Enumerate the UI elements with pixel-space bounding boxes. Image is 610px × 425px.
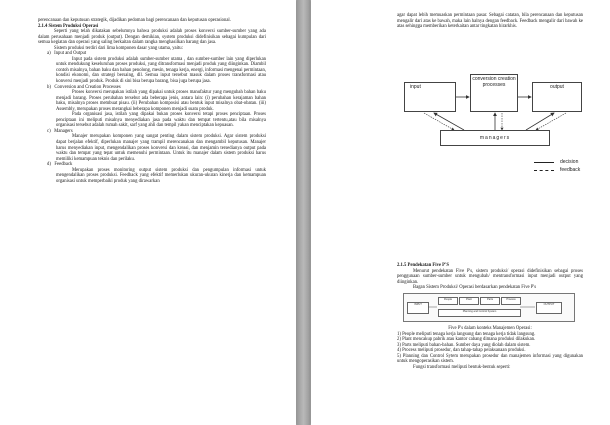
paragraph: Fungsi transformasi meliputi bentuk-bentuk seperti: — [413, 364, 511, 370]
feedback-legend-line — [534, 170, 554, 171]
decision-legend-label: decision — [560, 159, 579, 165]
paragraph: Manajer merupakan komponen yang sangat penting dalam sistem produksi. Agar sistem produksi dapat berjalan efektif, diperlukan manajer yang trampil merencanakan dan mengambil keputusan. Manajer harus menyediakan input, mengendalikan proses konversi dan kreasi, dan menjamin tersedianya output pada waktu dan tempat yang tepat untuk memenuhi permintaan. Untuk itu manajer dalam sistem produksi harus memiliki kemampuan teknis dan perilaku. — [56, 134, 266, 162]
paragraph: Pada organisasi jasa, istilah yang dipakai bukan proses konversi tetapi proses penciptaan. Proses penciptaan ini meliputi misalnya menyediakan jasa pada waktu dan tempat tertentu,atau bila misalnya organisasi tersebut adalah rumah sakit, sarf yang ahli dan tempil yakan menciptakan kepuasan. — [56, 112, 266, 129]
paragraph: agar dapat lebih memuaskan permintaan pasar. Sebagai catatan, bila perencanaan dan keputusan mengalir dari atas ke bawah, maka lain halnya dengan feedback. Feedback mengalir dari bawah ke atas sehingga memberikan keterkaitan antar tingkatan hirarkhis. — [397, 13, 583, 30]
list-item: 5) Planning dan Control Sytem merupakan prosedur dan manajemen informasi yang digunakan untuk mengoperasikan sistem. — [397, 353, 583, 365]
paragraph: Menurut pendekatan Five P's, sistem produksi/ operasi didefinisikan sebagai proses penggunaan sumber-sumber untuk mengubah/ mentransformasi input menjadi output yang diinginkan. — [397, 268, 583, 285]
fivep-planning-box: Planning and Control System — [438, 309, 521, 317]
paragraph: Proses konversi merupakan istilah yang dipakai untuk proses manufaktur yang mengubah bahan baku menjadi barang. Proses perubahan tersebut ada beberapa jenis, antara lain: (i) perubahan kerajaman bahan baku, misalnya proses membuat pisau. (ii) Perubahan komposisi atau bentuk input misalnya obat-obatan. (iii) Assembly, merupakan proses merangkai beberapa komponen menjadi suatu produk. — [56, 90, 266, 112]
production-system-diagram — [404, 64, 589, 182]
five-ps-diagram — [403, 293, 575, 322]
paragraph: Bagan Sistem Produksi/ Operasi berdasarkan pendekatan Five P's — [413, 285, 537, 291]
page-gutter — [297, 0, 310, 425]
list-item: 3) Parts meliputi bahan-bahan. Sumber daya yang diolah dalam sistem. — [397, 342, 531, 348]
fivep-output-box: OUTPUT — [536, 302, 562, 314]
input-box: input — [404, 82, 456, 112]
fivep-arrows — [404, 294, 574, 321]
conversion-process-box: conversion creation processes — [470, 74, 518, 112]
feedback-legend-label: feedback — [560, 167, 581, 173]
paragraph: Five P's dalam konteks Manajemen Operasi: — [448, 326, 532, 331]
fivep-input-box: INPUT — [407, 302, 429, 314]
output-box: output — [532, 82, 582, 112]
page-text-column — [38, 18, 266, 184]
paragraph: Input pada sistem produksi adalah sumber-sumber utama , dan sumber-sumber lain yang diperlukan untuk mendukung keseluruhan proses produksi, yang ditransformasi menjadi produk yang diinginkan. Diambil contoh misalnya, bahan baku dan bahan penolong, mesin, tenaga kerja, energi, informasi mengenai permintaan, kondisi ekonomi, dan strategi bersaing, dll. Semua input tersebut masuk dalam proses transformasi atau konversi menjadi produk. Produk di sini bisa berupa barang, bisa juga berupa jasa. — [56, 56, 266, 85]
document-page-right[interactable] — [311, 0, 610, 425]
document-page-left[interactable] — [0, 0, 296, 425]
list-item: 1) People meliputi tenaga kerja langsung dan tenaga kerja tidak langsung. — [397, 331, 536, 337]
paragraph: Sistem produksi terdiri dari lima komponen dasar yang utama, yaitu: — [54, 45, 183, 51]
page-text-column — [397, 326, 583, 370]
list-item-heading: c) Managers — [47, 128, 73, 134]
list-item: 2) Plant mencakup pabrik atau kantor cabang dimana produksi dilakukan. — [397, 337, 536, 343]
paragraph: Seperti yang telah dikatakan sebelumnya bahwa produksi adalah proses konversi sumber-sumber yang ada dalam perusahaan menjadi produk (output). Dengan demikian, system produksi didefinisikan sebagai kumpulan dari semua kegiatan dan operasi yang saling berkaitan dalam rangka menghasilkan barang dan jasa. — [38, 29, 266, 46]
list-item-heading: a) Input and Output — [47, 51, 87, 57]
fivep-process-box: Process — [501, 297, 521, 305]
decision-legend-line — [534, 162, 554, 163]
list-item-heading: d) Feedback — [47, 162, 73, 168]
section-heading: 2.1.4 Sistem Produksi Operasi — [38, 23, 99, 29]
list-item: 4) Process meliputi prosedur, dan tahap-tahap pelaksanaan produksi. — [397, 348, 526, 354]
section-heading: 2.1.5 Pendekatan Five P'S — [397, 263, 449, 268]
managers-box: managers — [440, 130, 550, 146]
paragraph: Merupakan proses monitoring output sistem produksi dan pengumpulan informasi untuk mengendalikan proses produksi. Feedback yang efektif memerlukan ukuran-ukuran kinerja dan kemampuan organisasi untuk memperbaiki produk yang dirawarkan — [56, 167, 266, 184]
paragraph: perencanaan dan keputusan strategik, dijadikan pedoman bagi perencanaan dan keputusan operasional. — [38, 18, 231, 23]
fivep-plant-box: Plant — [459, 297, 479, 305]
fivep-parts-box: Parts — [480, 297, 500, 305]
fivep-people-box: People — [438, 297, 458, 305]
page-text-column — [397, 263, 583, 291]
list-item-heading: b) Conversion and Creation Processes — [47, 84, 121, 90]
page-text-column — [397, 13, 583, 30]
